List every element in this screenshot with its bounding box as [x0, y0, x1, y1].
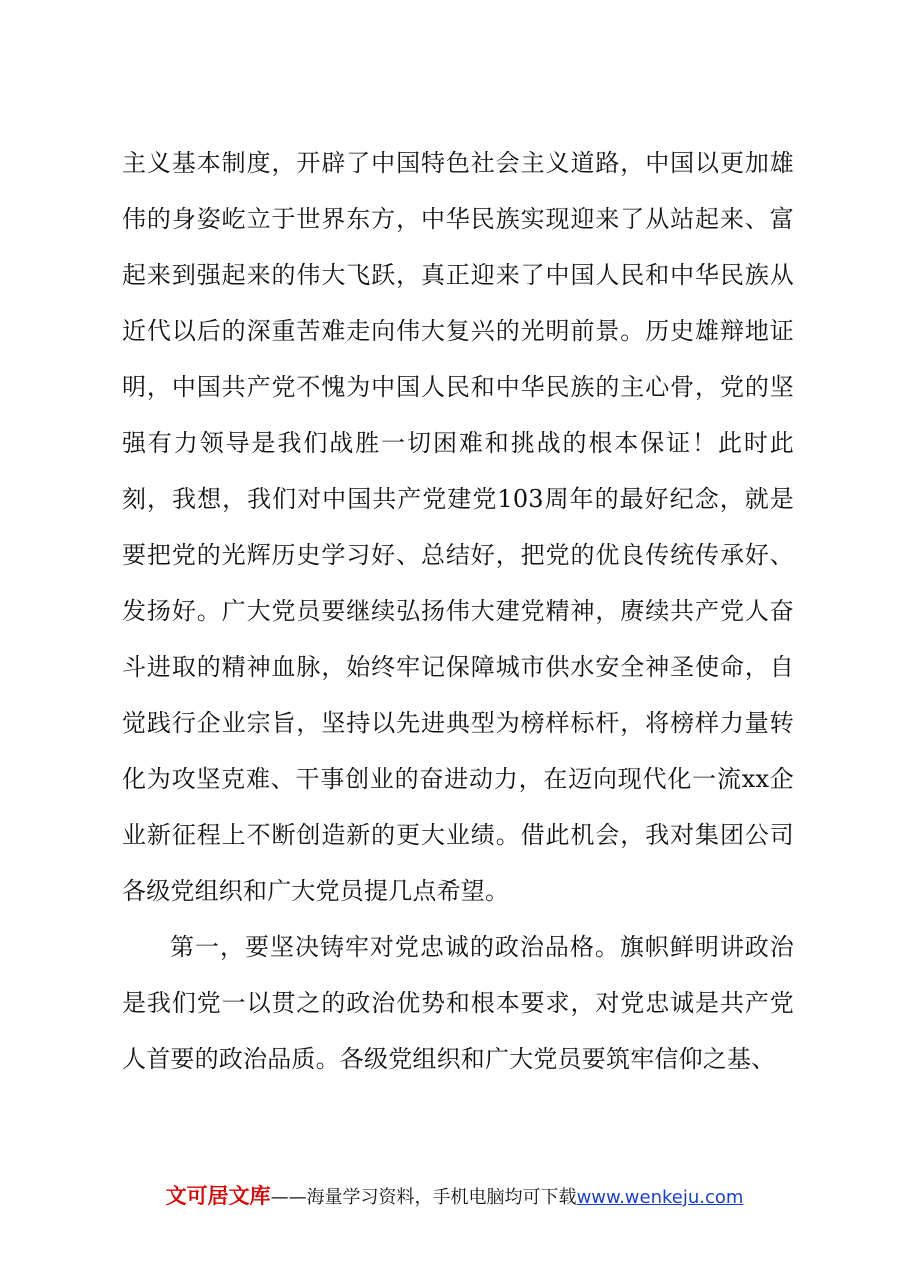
- document-body: [122, 135, 794, 1087]
- paragraph-2: 第一，要坚决铸牢对党忠诚的政治品格。旗帜鲜明讲政治是我们党一以贯之的政治优势和根本要求，对党忠诚是共产党人首要的政治品质。各级党组织和广大党员要筑牢信仰之基、: [122, 933, 794, 1073]
- footer-brand: 文可居文库: [165, 1184, 271, 1208]
- footer-website-link[interactable]: www.wenkeju.com: [576, 1187, 744, 1208]
- paragraph-1: 主义基本制度，开辟了中国特色社会主义道路，中国以更加雄伟的身姿屹立于世界东方，中华民族实现迎来了从站起来、富起来到强起来的伟大飞跃，真正迎来了中国人民和中华民族从近代以后的深重苦难走向伟大复兴的光明前景。历史雄辩地证明，中国共产党不愧为中国人民和中华民族的主心骨，党的坚强有力领导是我们战胜一切困难和挑战的根本保证！此时此刻，我想，我们对中国共产党建党103周年的最好纪念，就是要把党的光辉历史学习好、总结好，把党的优良传统传承好、发扬好。广大党员要继续弘扬伟大建党精神，赓续共产党人奋斗进取的精神血脉，始终牢记保障城市供水安全神圣使命，自觉践行企业宗旨，坚持以先进典型为榜样标杆，将榜样力量转化为攻坚克难、干事创业的奋进动力，在迈向现代化一流xx企业新征程上不断创造新的更大业绩。借此机会，我对集团公司各级党组织和广大党员提几点希望。: [122, 149, 794, 905]
- footer-banner: [0, 1180, 909, 1210]
- footer-slogan: ——海量学习资料，手机电脑均可下载: [270, 1187, 577, 1208]
